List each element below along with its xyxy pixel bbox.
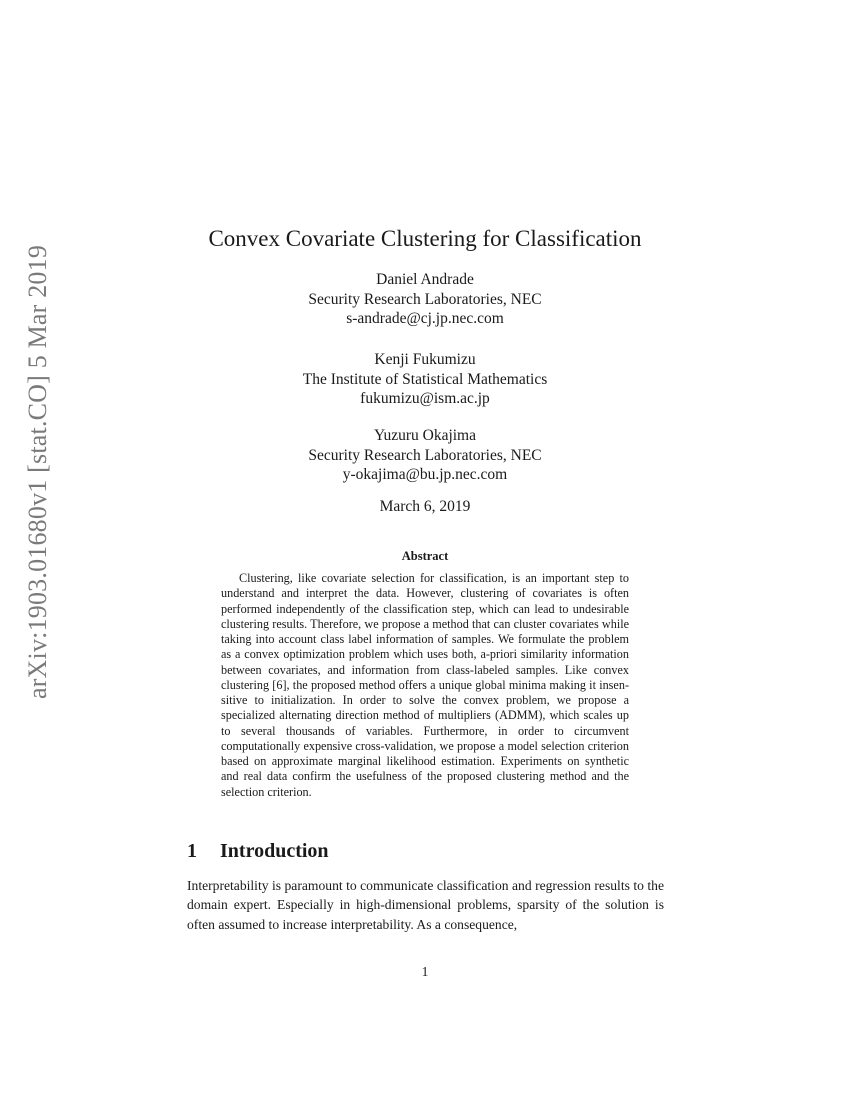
abstract-heading: Abstract [401, 549, 449, 563]
author-name: Kenji Fukumizu [374, 351, 476, 368]
section-title: Introduction [220, 840, 329, 862]
author-block [0, 426, 850, 485]
author-affiliation: Security Research Laboratories, NEC [308, 446, 542, 464]
author-email: s-andrade@cj.jp.nec.com [346, 310, 504, 327]
abstract-text: Clustering, like covariate selection for classification, is an important step to understand and interpret the data. However, clustering of covariates is often performed independently of the classification step, which can lead to undesirable clustering results. Therefore, we propose a method that can cluster covariates while taking into account class label information of samples. We formulate the problem as a convex optimization problem which uses both, a-priori similarity information between covariates, and information from class-labeled samples. Like convex clustering [6], the proposed method offers a unique global minima making it insensitive to initialization. In order to solve the convex problem, we propose a specialized alternating direction method of multipliers (ADMM), which scales up to several thousands of variables. Furthermore, in order to circumvent computationally expensive cross-validation, we propose a model selection criterion based on approximate marginal likelihood estimation. Experiments on synthetic and real data confirm the usefulness of the proposed clustering method and the selection criterion. [221, 571, 629, 799]
author-affiliation: Security Research Laboratories, NEC [308, 290, 542, 308]
author-email: y-okajima@bu.jp.nec.com [342, 466, 508, 483]
section-heading [187, 838, 329, 864]
page-number: 1 [421, 964, 429, 979]
author-name: Daniel Andrade [376, 271, 474, 288]
publication-date: March 6, 2019 [379, 498, 471, 515]
author-name: Yuzuru Okajima [373, 427, 476, 444]
section-number: 1 [187, 840, 197, 862]
section-paragraph: Interpretability is paramount to communicate classification and regression results to the domain expert. Especially in high-dimensional problems, sparsity of the solution is often assumed to increase interpretability. As a consequence, [187, 878, 664, 932]
author-block [0, 350, 850, 409]
author-block [0, 270, 850, 329]
arxiv-identifier-stamp: arXiv:1903.01680v1 [stat.CO] 5 Mar 2019 [23, 244, 52, 700]
author-email: fukumizu@ism.ac.jp [360, 390, 490, 407]
paper-title: Convex Covariate Clustering for Classification [208, 226, 642, 251]
author-affiliation: The Institute of Statistical Mathematics [302, 370, 548, 388]
